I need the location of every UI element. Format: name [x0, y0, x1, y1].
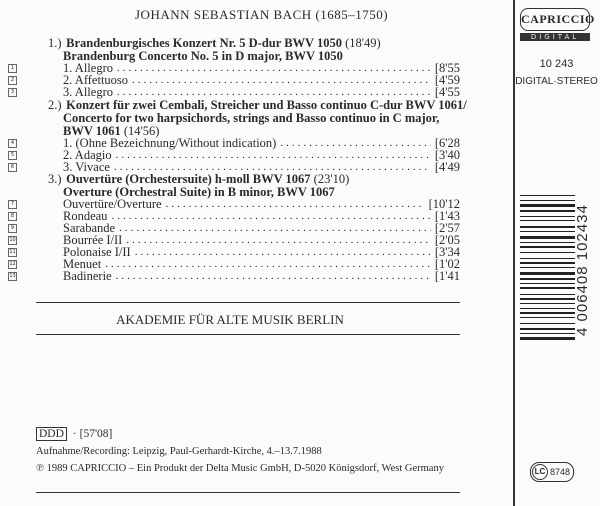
- work-2-title-de: 2.) Konzert für zwei Cembali, Streicher und Basso continuo C-dur BWV 1061/: [48, 98, 467, 112]
- leader-dots: [119, 222, 431, 234]
- track-number-box: 7: [8, 200, 17, 209]
- track-number-box: 3: [8, 88, 17, 97]
- track-title: 3. Vivace: [63, 160, 110, 174]
- track-row[interactable]: [8, 86, 460, 98]
- track-number-box: 11: [9, 248, 16, 255]
- track-time: [1'02: [434, 257, 460, 271]
- track-time: [2'05: [434, 233, 460, 247]
- leader-dots: [116, 149, 431, 161]
- track-title: Polonaise I/II: [63, 245, 131, 259]
- track-title: Sarabande: [63, 221, 116, 235]
- track-title: 3. Allegro: [63, 85, 113, 99]
- ensemble: AKADEMIE FÜR ALTE MUSIK BERLIN: [116, 312, 344, 327]
- leader-dots: [117, 86, 431, 98]
- composer-title: JOHANN SEBASTIAN BACH (1685–1750): [135, 7, 389, 22]
- track-title: Ouvertüre/Overture: [63, 197, 162, 211]
- leader-dots: [280, 137, 430, 149]
- track-number-box: 9: [8, 224, 17, 233]
- track-number-box: 1: [8, 64, 17, 73]
- leader-dots: [116, 270, 431, 282]
- leader-dots: [126, 234, 430, 246]
- track-number-box: 10: [9, 236, 16, 243]
- divider: [36, 302, 460, 303]
- track-number-box: 2: [8, 76, 17, 85]
- track-title: Bourrée I/II: [63, 233, 123, 247]
- track-title: Rondeau: [63, 209, 108, 223]
- capriccio-logo: CAPRICCIO DIGITAL: [520, 8, 590, 41]
- leader-dots: [105, 258, 431, 270]
- work-1-title-de: 1.) Brandenburgisches Konzert Nr. 5 D-dur BWV 1050 (18'49): [48, 36, 381, 50]
- catalog-number: 10 243: [539, 58, 574, 70]
- track-title: 1. (Ohne Bezeichnung/Without indication): [63, 136, 277, 150]
- track-time: [8'55: [434, 61, 460, 75]
- work-2-title-en-2: BWV 1061 (14'56): [63, 124, 160, 138]
- track-time: [1'43: [434, 209, 460, 223]
- track-title: 2. Adagio: [63, 148, 112, 162]
- track-number-box: 5: [8, 151, 17, 160]
- track-time: [10'12: [428, 197, 460, 211]
- recording-info: Aufnahme/Recording: Leipzig, Paul-Gerhardt-Kirche, 4.–13.7.1988: [36, 446, 322, 457]
- copyright: ℗ 1989 CAPRICCIO – Ein Produkt der Delta Music GmbH, D-5020 Königsdorf, West Germany: [36, 463, 444, 474]
- format-label: DIGITAL·STEREO: [515, 76, 598, 87]
- divider: [36, 334, 460, 335]
- leader-dots: [114, 161, 431, 173]
- track-number-box: 13: [9, 272, 16, 279]
- leader-dots: [135, 246, 431, 258]
- track-number-box: 12: [9, 260, 16, 267]
- leader-dots: [166, 198, 425, 210]
- leader-dots: [117, 62, 431, 74]
- track-time: [6'28: [434, 136, 460, 150]
- divider: [36, 492, 460, 493]
- label-code: LC 8748: [530, 462, 574, 482]
- track-time: [4'49: [434, 160, 460, 174]
- ddd-badge: DDD: [36, 427, 67, 441]
- work-3-title-de: 3.) Ouvertüre (Orchestersuite) h-moll BWV 1067 (23'10): [48, 172, 350, 186]
- track-time: [1'41: [434, 269, 460, 283]
- track-number-box: 4: [8, 139, 17, 148]
- track-time: [4'59: [434, 73, 460, 87]
- work-1-title-en: Brandenburg Concerto No. 5 in D major, BWV 1050: [63, 49, 343, 63]
- track-row[interactable]: [8, 270, 460, 282]
- work-3-title-en: Overture (Orchestral Suite) in B minor, BWV 1067: [63, 185, 335, 199]
- track-time: [3'34: [434, 245, 460, 259]
- track-title: 1. Allegro: [63, 61, 113, 75]
- barcode-number: 4 006408 102434: [574, 204, 591, 336]
- track-time: [3'40: [434, 148, 460, 162]
- track-time: [4'55: [434, 85, 460, 99]
- track-row[interactable]: [8, 161, 460, 173]
- track-title: 2. Affettuoso: [63, 73, 129, 87]
- leader-dots: [132, 74, 431, 86]
- track-title: Menuet: [63, 257, 102, 271]
- track-number-box: 8: [8, 212, 17, 221]
- barcode: [520, 195, 575, 340]
- format-line: DDD · [57'08]: [36, 428, 112, 440]
- track-title: Badinerie: [63, 269, 112, 283]
- track-number-box: 6: [8, 163, 17, 172]
- leader-dots: [111, 210, 430, 222]
- work-2-title-en: Concerto for two harpsichords, strings and Basso continuo in C major,: [63, 111, 440, 125]
- track-time: [2'57: [434, 221, 460, 235]
